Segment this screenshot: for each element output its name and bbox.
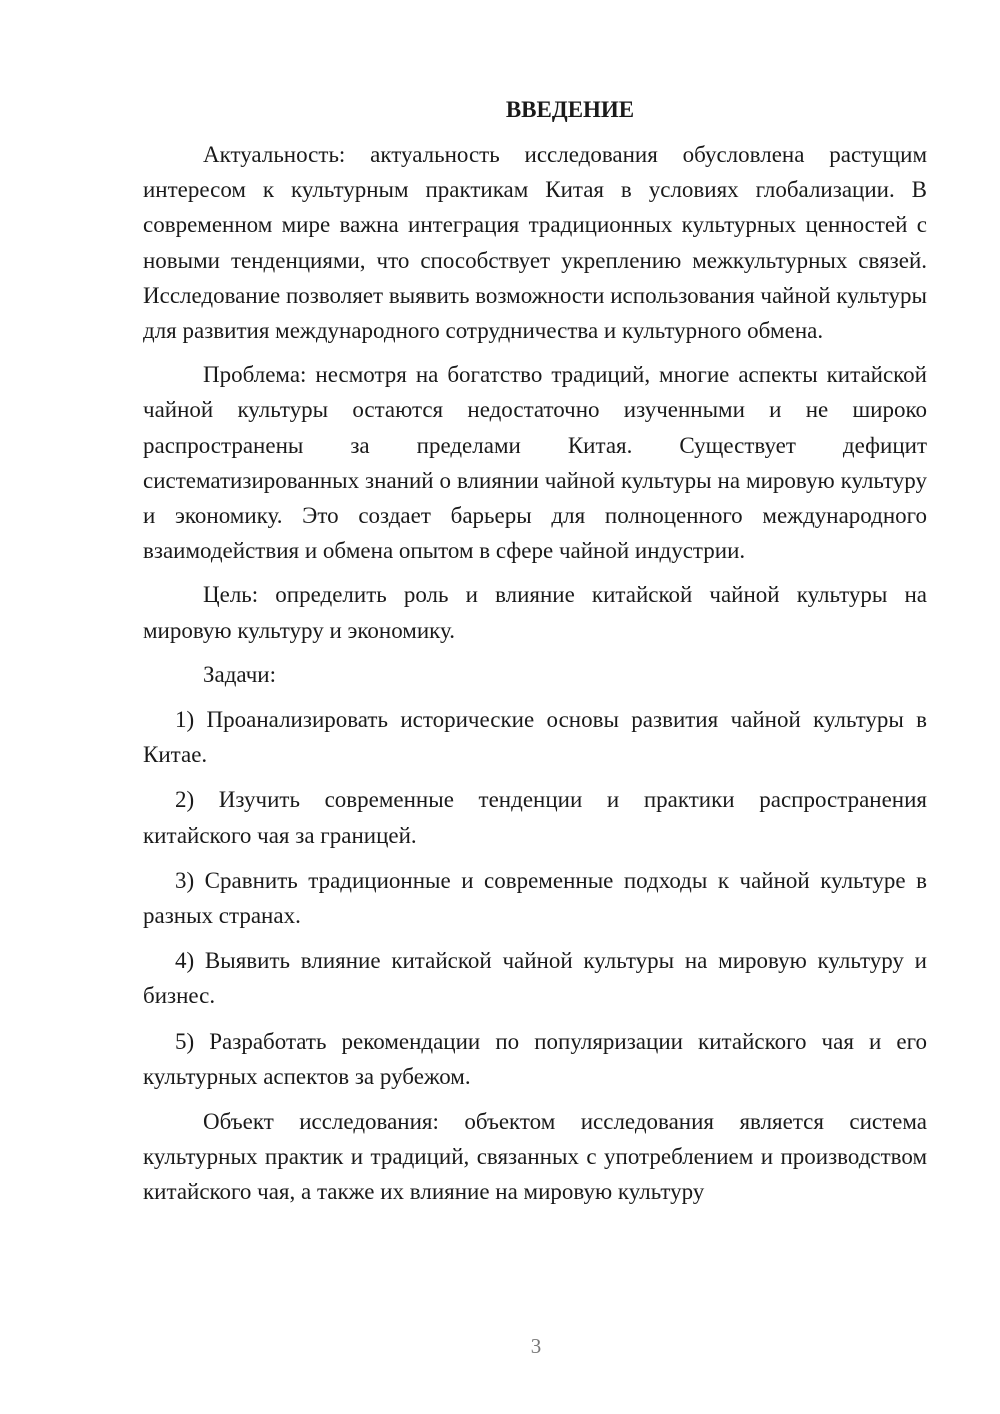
- task-item-5: 5) Разработать рекомендации по популяризации китайского чая и его культурных аспектов за рубежом.: [143, 1028, 927, 1089]
- task-item-1: 1) Проанализировать исторические основы развития чайной культуры в Китае.: [143, 707, 927, 768]
- page-number: 3: [530, 1334, 542, 1358]
- paragraph-relevance: Актуальность: актуальность исследования обусловлена растущим интересом к культурным практикам Китая в условиях глобализации. В современном мире важна интеграция традиционных культурных ценностей с новыми тенденциями, что способствует укреплению межкультурных связей. Исследование позволяет выявить возможности использования чайной культуры для развития международного сотрудничества и культурного обмена.: [143, 142, 927, 344]
- page-content: [143, 92, 927, 1219]
- paragraph-goal: Цель: определить роль и влияние китайской чайной культуры на мировую культуру и экономику.: [143, 582, 927, 643]
- paragraph-problem: Проблема: несмотря на богатство традиций, многие аспекты китайской чайной культуры остаются недостаточно изученными и не широко распространены за пределами Китая. Существует дефицит систематизированных знаний о влиянии чайной культуры на мировую культуру и экономику. Это создает барьеры для полноценного международного взаимодействия и обмена опытом в сфере чайной индустрии.: [143, 362, 927, 564]
- section-title: ВВЕДЕНИЕ: [505, 97, 635, 122]
- paragraph-object: Объект исследования: объектом исследования является система культурных практик и традиций, связанных с употреблением и производством китайского чая, а также их влияние на мировую культуру: [143, 1109, 927, 1205]
- tasks-label: Задачи:: [203, 661, 276, 687]
- task-item-3: 3) Сравнить традиционные и современные подходы к чайной культуре в разных странах.: [143, 867, 927, 929]
- task-item-4: 4) Выявить влияние китайской чайной культуры на мировую культуру и бизнес.: [143, 948, 927, 1009]
- task-item-2: 2) Изучить современные тенденции и практики распространения китайского чая за границей.: [143, 787, 927, 848]
